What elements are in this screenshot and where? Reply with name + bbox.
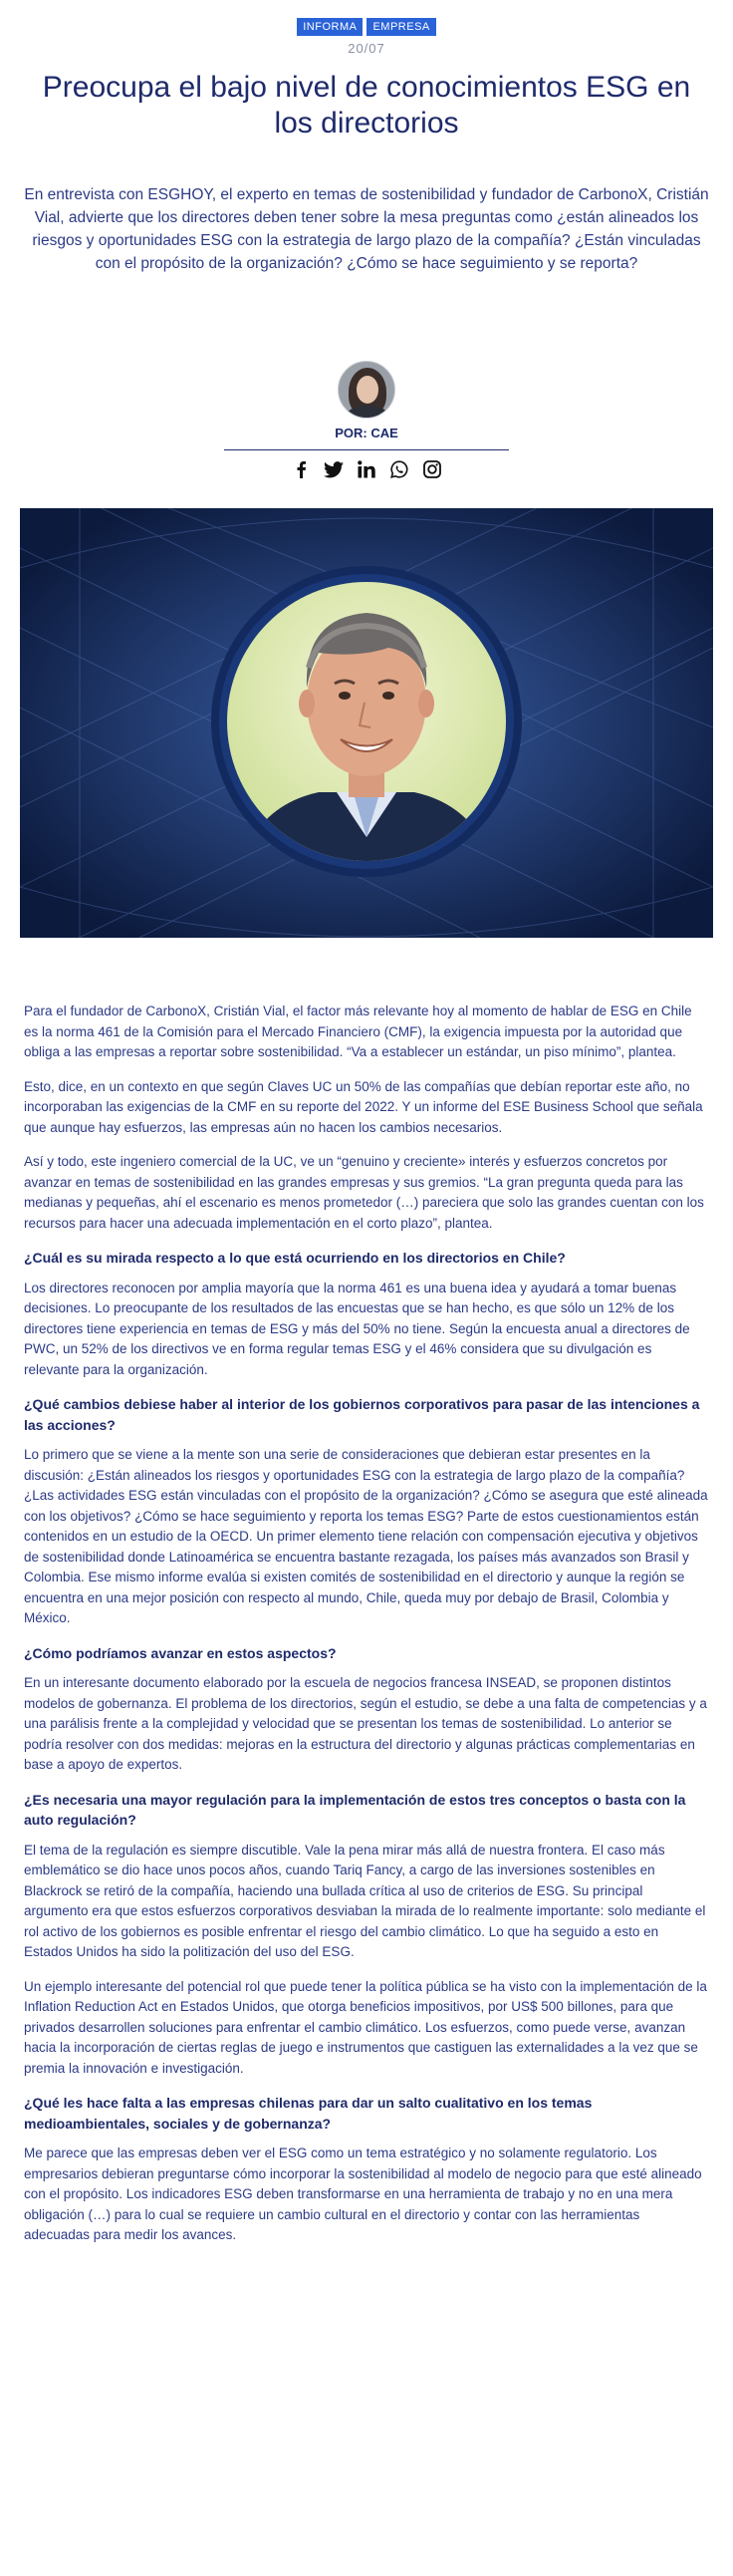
article-question: ¿Qué cambios debiese haber al interior de los gobiernos corporativos para pasar de las intenciones a las acciones? — [24, 1396, 700, 1433]
author-byline: POR: CAE — [335, 426, 398, 440]
article-paragraph: Me parece que las empresas deben ver el ESG como un tema estratégico y no solamente regulatorio. Los empresarios debieran preguntarse cómo incorporar la sostenibilidad al modelo de negocio para que esté alineado con el propósito. Los indicadores ESG deben transformarse en una herramienta de trabajo y no en una mera obligación (…) para lo cual se requiere un cambio cultural en el directorio y contar con las herramientas adecuadas para medir los avances. — [24, 2146, 702, 2242]
article-paragraph: Esto, dice, en un contexto en que según Claves UC un 50% de las compañías que debían reportar este año, no incorporaban las exigencias de la CMF en su reporte del 2022. Y un informe del ESE Business School que señala que aunque hay esfuerzos, las empresas aún no hacen los cambios necesarios. — [24, 1078, 703, 1135]
article-paragraph: Así y todo, este ingeniero comercial de la UC, ve un “genuino y creciente» interés y esfuerzos concretos por avanzar en temas de sostenibilidad en las grandes empresas y sus gremios. “La gran pregunta queda para las medianas y pequeñas, ahí el escenario es menos prometedor (…) pareciera que solo las grandes cuentan con los recursos para hacer una adecuada implementación en el corto plazo”, plantea. — [24, 1154, 704, 1231]
article-question: ¿Cuál es su mirada respecto a lo que está ocurriendo en los directorios en Chile? — [24, 1250, 566, 1266]
article-lead: En entrevista con ESGHOY, el experto en temas de sostenibilidad y fundador de CarbonoX, Cristián Vial, advierte que los directores deben tener sobre la mesa preguntas como ¿están alineados los riesgos y oportunidades ESG con la estrategia de largo plazo de la compañía? ¿Están vinculadas con el propósito de la organización? ¿Cómo se hace seguimiento y se reporta? — [24, 186, 709, 272]
author-avatar — [338, 361, 395, 419]
linkedin-icon[interactable] — [357, 459, 376, 479]
article-question: ¿Es necesaria una mayor regulación para la implementación de estos tres conceptos o basta con la auto regulación? — [24, 1791, 686, 1828]
instagram-icon[interactable] — [422, 459, 442, 479]
article-paragraph: En un interesante documento elaborado por la escuela de negocios francesa INSEAD, se proponen distintos modelos de gobernanza. El problema de los directorios, según el estudio, se debe a una falta de competencias y a una parálisis frente a la complejidad y velocidad que se presentan los temas de sostenibilidad. Lo anterior se podría resolver con dos medidas: mejoras en la estructura del directorio y algunas prácticas complementarias en base a apoyo de expertos. — [24, 1675, 707, 1772]
article-paragraph: Lo primero que se viene a la mente son una serie de consideraciones que debieran estar presentes en la discusión: ¿Están alineados los riesgos y oportunidades ESG con la estrategia de largo plazo de la compañía? ¿Las actividades ESG están vinculadas con el propósito de la organización? ¿Cómo se asegura que esté alineada con los objetivos? ¿Cómo se hace seguimiento y reporta los temas ESG? Parte de estos cuestionamientos están contenidos en un estudio de la OECD. Un primer elemento tiene relación con compensación ejecutiva y objetivos de sostenibilidad donde Latinoamérica se encuentra bastante rezagada, los países más avanzados son Brasil y Colombia. Ese mismo informe evalúa si existen comités de sostenibilidad en el directorio y aunque la región se encuentra en una mejor posición con respecto al mundo, Chile, queda muy por debajo de Brasil, Colombia y México. — [24, 1447, 708, 1625]
article-paragraph: El tema de la regulación es siempre discutible. Vale la pena mirar más allá de nuestra frontera. El caso más emblemático se dio hace unos pocos años, cuando Tariq Fancy, a cargo de las inversiones sostenibles en Blackrock se retiró de la compañía, haciendo una bullada crítica al uso de criterios de ESG. Su principal argumento era que estos esfuerzos corporativos desviaban la mirada de lo realmente importante: solo mediante el rol activo de los gobiernos es posible enfrentar el riesgo del cambio climático. Lo que ha seguido a esto en Estados Unidos ha sido la politización del uso del ESG. — [24, 1842, 706, 1959]
article-body — [24, 1002, 709, 2246]
whatsapp-icon[interactable] — [389, 459, 409, 479]
article-question: ¿Qué les hace falta a las empresas chilenas para dar un salto cualitativo en los temas medioambientales, sociales y de gobernanza? — [24, 2095, 593, 2132]
article-title: Preocupa el bajo nivel de conocimientos ESG en los directorios — [42, 71, 691, 140]
publish-date: 20/07 — [348, 41, 385, 56]
article-paragraph: Un ejemplo interesante del potencial rol que puede tener la política pública se ha visto con la implementación de la Inflation Reduction Act en Estados Unidos, que otorga beneficios impositivos, por US$ 500 billones, para que privados desarrollen soluciones para enfrentar el cambio climático. Los esfuerzos, como puede verse, avanzan hacia la incorporación de ciertas reglas de juego e instrumentos que castiguen las externalidades a la vez que se premia la innovación e investigación. — [24, 1978, 707, 2076]
share-bar — [291, 459, 442, 479]
twitter-icon[interactable] — [324, 459, 344, 479]
hero-image — [20, 508, 713, 938]
tag-empresa[interactable]: EMPRESA — [366, 18, 435, 36]
article-question: ¿Cómo podríamos avanzar en estos aspectos? — [24, 1644, 337, 1661]
category-tags — [0, 0, 733, 36]
article-paragraph: Para el fundador de CarbonoX, Cristián Vial, el factor más relevante hoy al momento de hablar de ESG en Chile es la norma 461 de la Comisión para el Mercado Financiero (CMF), la exigencia impuesta por la autoridad que obliga a las empresas a reportar sobre sostenibilidad. “Va a establecer un estándar, un piso mínimo”, plantea. — [24, 1003, 692, 1059]
tag-informa[interactable]: INFORMA — [297, 18, 363, 36]
divider — [224, 449, 509, 450]
facebook-icon[interactable] — [291, 459, 311, 479]
article-paragraph: Los directores reconocen por amplia mayoría que la norma 461 es una buena idea y ayudará a tomar buenas decisiones. Lo preocupante de los resultados de las encuestas que se han hecho, es que sólo un 12% de los directores tiene experiencia en temas de ESG y más del 50% no tiene. Según la encuesta anual a directores de PWC, un 52% de los directivos ve en forma regular temas ESG y el 46% considera que su divulgación es relevante para la organización. — [24, 1280, 690, 1377]
author-block — [0, 361, 733, 479]
